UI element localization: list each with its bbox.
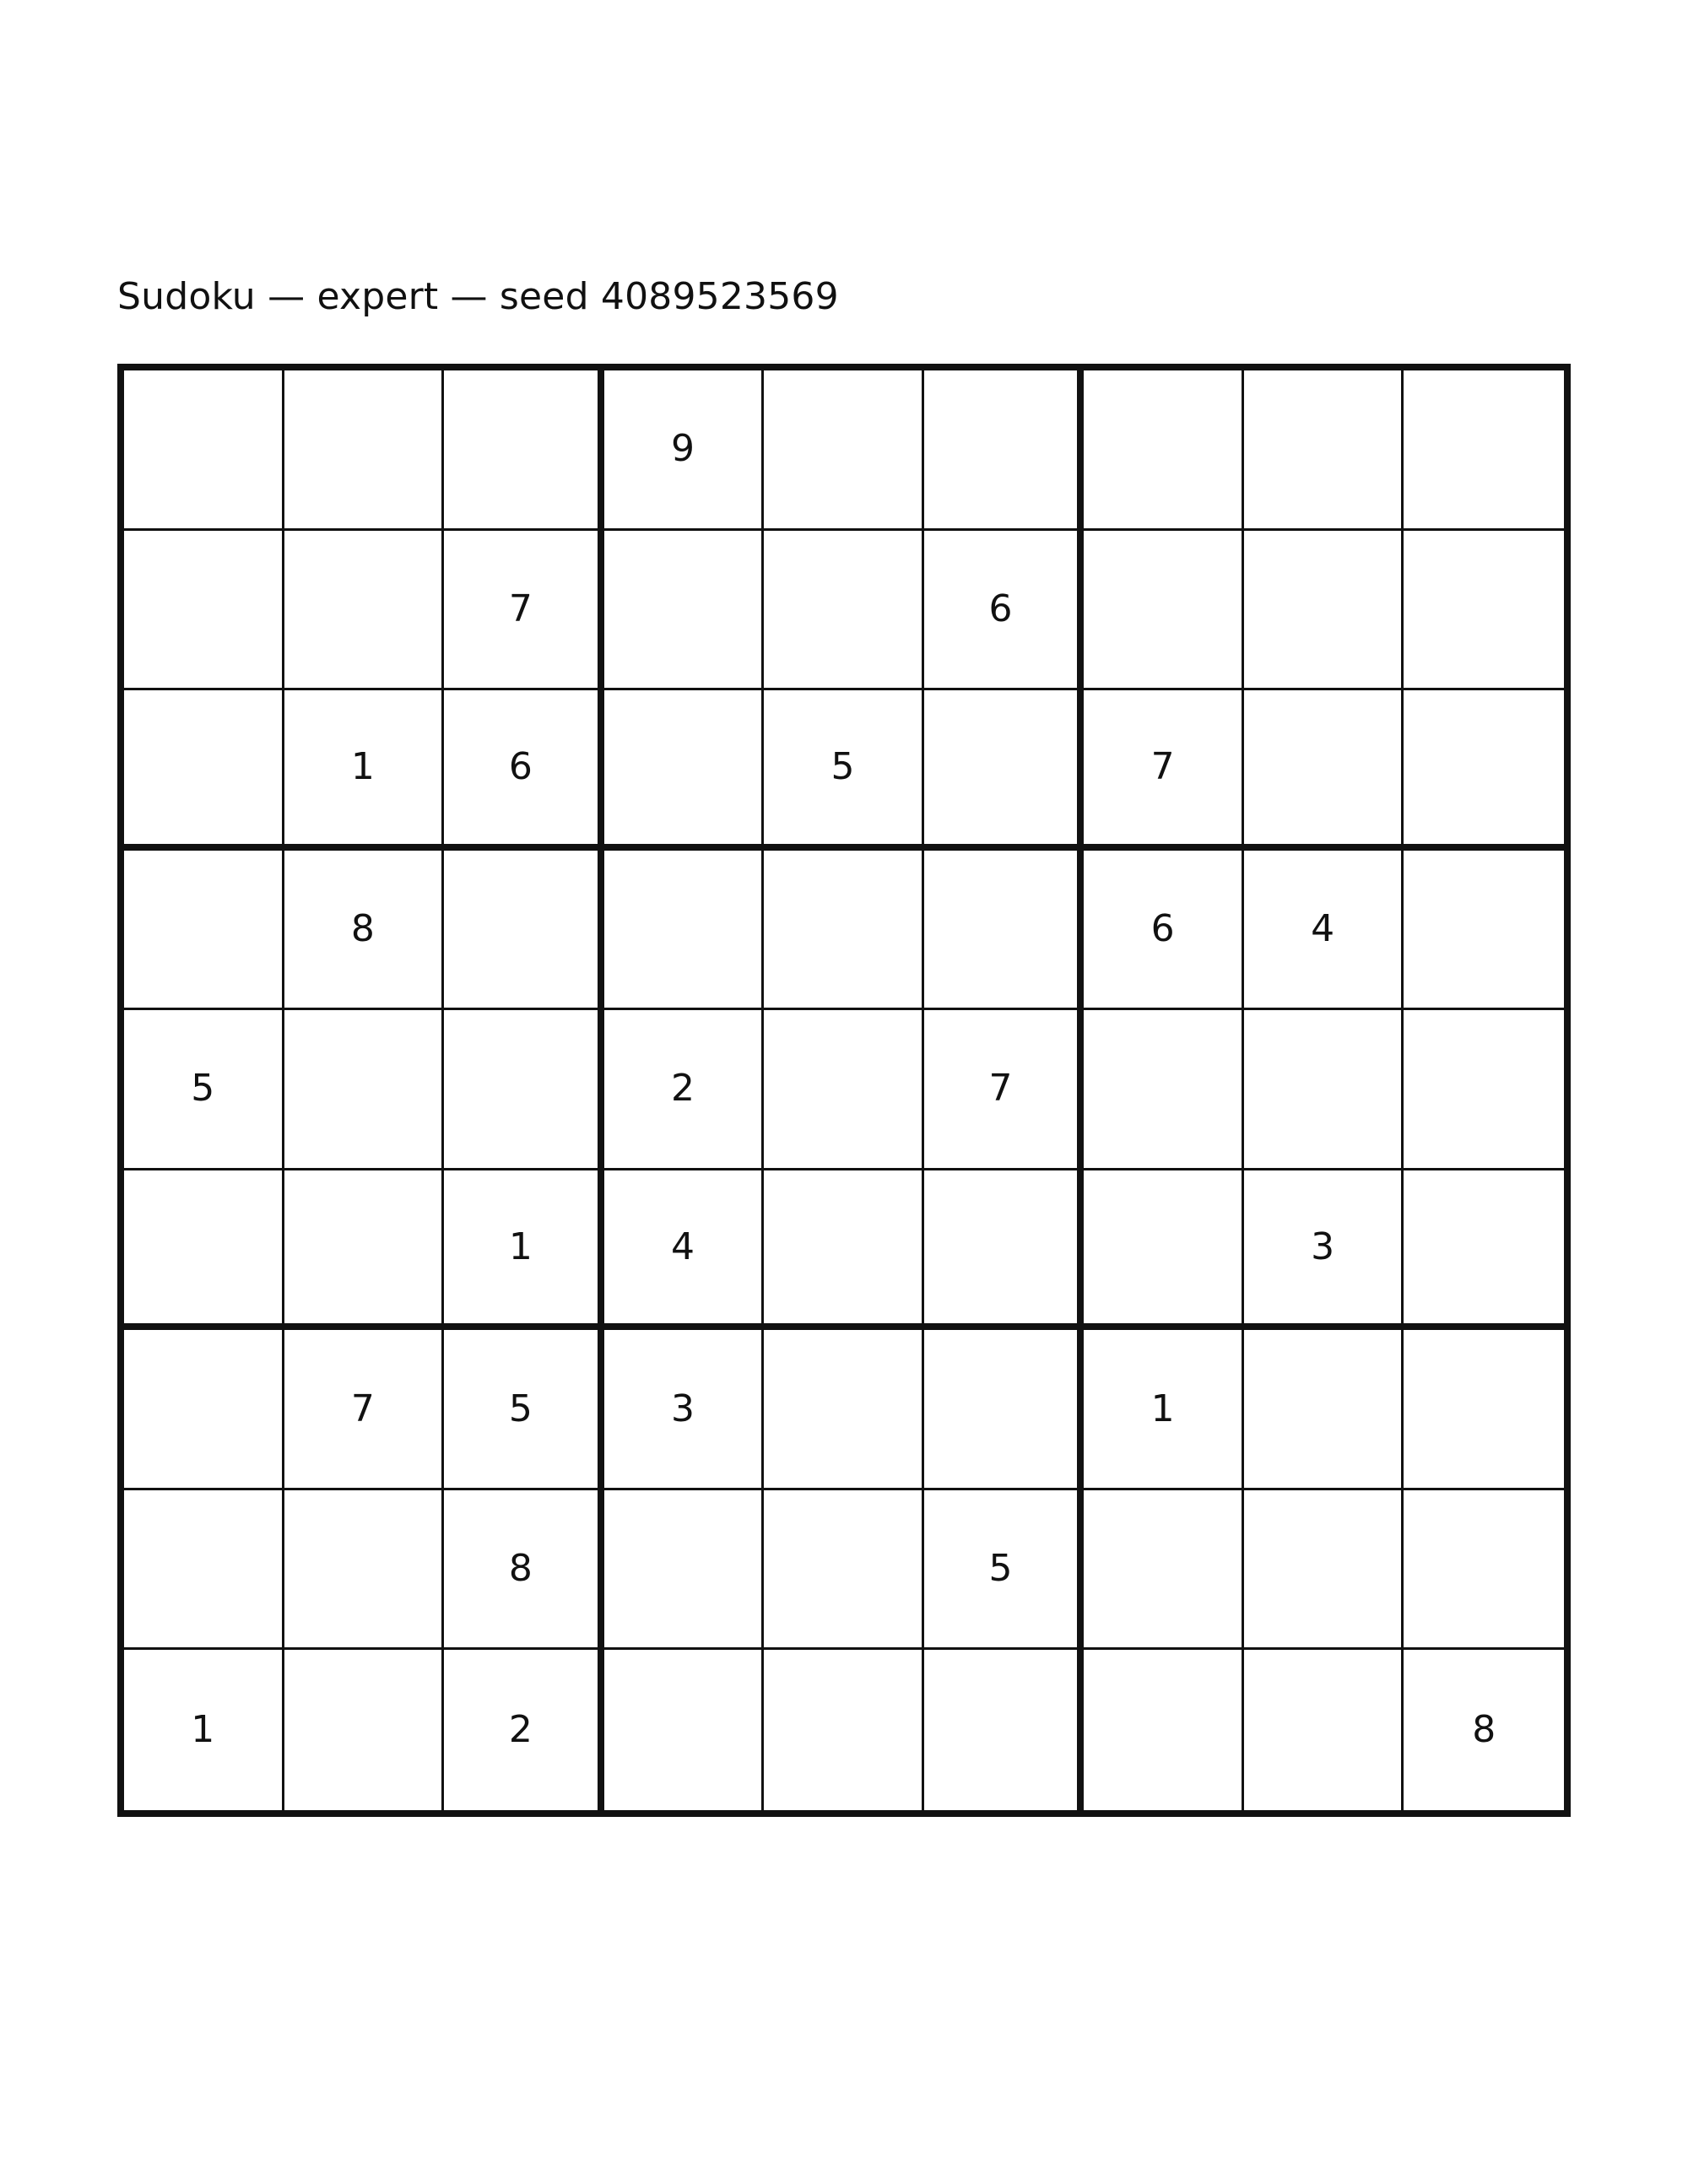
empty-cell[interactable] [604,851,765,1011]
given-cell: 8 [444,1490,604,1651]
empty-cell[interactable] [1244,1490,1404,1651]
empty-cell[interactable] [124,851,284,1011]
empty-cell[interactable] [124,690,284,851]
empty-cell[interactable] [1404,1170,1564,1331]
empty-cell[interactable] [1244,1650,1404,1810]
empty-cell[interactable] [1404,1330,1564,1490]
empty-cell[interactable] [284,531,445,691]
empty-cell[interactable] [924,690,1085,851]
empty-cell[interactable] [1244,531,1404,691]
given-cell: 9 [604,370,765,531]
empty-cell[interactable] [1244,1330,1404,1490]
empty-cell[interactable] [124,370,284,531]
given-cell: 7 [924,1010,1085,1170]
empty-cell[interactable] [1404,690,1564,851]
given-cell: 2 [604,1010,765,1170]
given-cell: 7 [284,1330,445,1490]
empty-cell[interactable] [1404,531,1564,691]
given-cell: 3 [1244,1170,1404,1331]
given-cell: 5 [924,1490,1085,1651]
empty-cell[interactable] [764,1010,924,1170]
empty-cell[interactable] [764,1650,924,1810]
empty-cell[interactable] [764,1330,924,1490]
given-cell: 1 [444,1170,604,1331]
empty-cell[interactable] [764,1490,924,1651]
given-cell: 1 [124,1650,284,1810]
empty-cell[interactable] [1244,1010,1404,1170]
given-cell: 5 [444,1330,604,1490]
given-cell: 2 [444,1650,604,1810]
empty-cell[interactable] [1084,1170,1244,1331]
empty-cell[interactable] [604,1490,765,1651]
empty-cell[interactable] [924,370,1085,531]
empty-cell[interactable] [924,1650,1085,1810]
given-cell: 7 [444,531,604,691]
empty-cell[interactable] [284,370,445,531]
empty-cell[interactable] [1404,1010,1564,1170]
given-cell: 8 [1472,1708,1496,1752]
empty-cell[interactable] [284,1010,445,1170]
given-cell: 4 [604,1170,765,1331]
given-cell: 1 [284,690,445,851]
empty-cell[interactable] [444,370,604,531]
empty-cell[interactable] [604,1650,765,1810]
empty-cell[interactable] [764,1170,924,1331]
empty-cell[interactable] [1084,1010,1244,1170]
empty-cell[interactable] [764,531,924,691]
empty-cell[interactable] [764,370,924,531]
empty-cell[interactable] [124,1490,284,1651]
given-cell: 5 [764,690,924,851]
empty-cell[interactable] [284,1170,445,1331]
empty-cell[interactable] [1244,370,1404,531]
empty-cell[interactable] [124,1330,284,1490]
given-cell: 5 [124,1010,284,1170]
given-cell: 1 [1084,1330,1244,1490]
empty-cell[interactable] [604,531,765,691]
empty-cell[interactable] [1084,531,1244,691]
empty-cell[interactable] [764,851,924,1011]
empty-cell[interactable] [924,851,1085,1011]
empty-cell[interactable] [444,1010,604,1170]
empty-cell[interactable] [604,690,765,851]
given-cell: 6 [924,531,1085,691]
empty-cell[interactable] [1244,690,1404,851]
given-cell: 3 [604,1330,765,1490]
empty-cell[interactable] [124,531,284,691]
empty-cell[interactable] [1084,1650,1244,1810]
given-cell: 4 [1244,851,1404,1011]
empty-cell[interactable] [124,1170,284,1331]
given-cell: 6 [1084,851,1244,1011]
empty-cell[interactable] [284,1490,445,1651]
given-cell: 7 [1084,690,1244,851]
given-cell: 8 [284,851,445,1011]
empty-cell[interactable] [1084,1490,1244,1651]
empty-cell[interactable] [284,1650,445,1810]
puzzle-title: Sudoku — expert — seed 4089523569 [117,275,839,318]
empty-cell[interactable] [444,851,604,1011]
sudoku-board [117,364,1571,1817]
empty-cell[interactable] [1404,1490,1564,1651]
empty-cell[interactable] [924,1330,1085,1490]
empty-cell[interactable] [924,1170,1085,1331]
given-cell: 6 [444,690,604,851]
empty-cell[interactable] [1404,851,1564,1011]
empty-cell[interactable] [1084,370,1244,531]
empty-cell[interactable] [1404,370,1564,531]
